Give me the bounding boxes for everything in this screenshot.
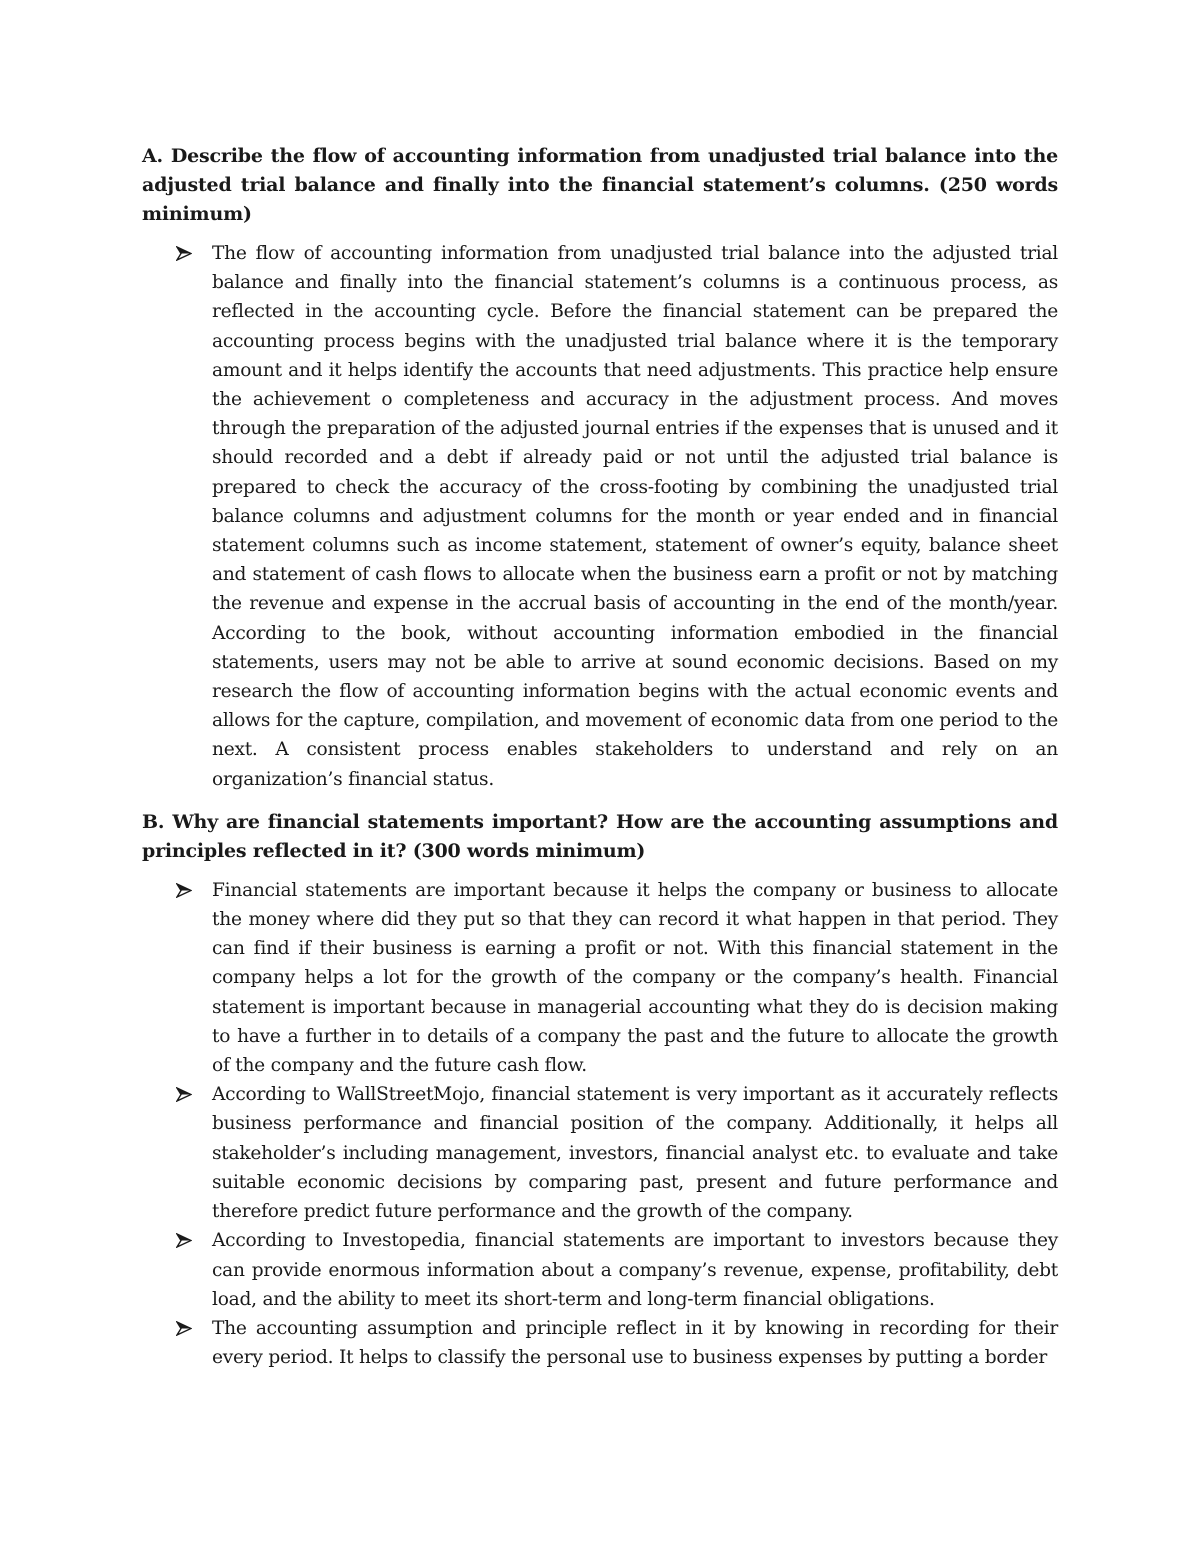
answer-text: Financial statements are important because it helps the company or business to allocate the money where did they put so that they can record it what happen in that period. They can find if their business is earning a profit or not. With this financial statement in the company helps a lot for the growth of the company or the company’s health. Financial statement is important because in managerial accounting what they do is decision making to have a further in to details of a company the past and the future to allocate the growth of the company and the future cash flow. <box>212 879 1058 1077</box>
arrowhead-bullet-icon <box>176 1226 196 1255</box>
answer-bullet-b3 <box>142 1226 1058 1314</box>
answer-text: According to WallStreetMojo, financial statement is very important as it accurately reflects business performance and financial position of the company. Additionally, it helps all stakeholder’s including management, investors, financial analyst etc. to evaluate and take suitable economic decisions by comparing past, present and future performance and therefore predict future performance and the growth of the company. <box>212 1084 1058 1223</box>
question-a-heading: A. Describe the flow of accounting information from unadjusted trial balance into the adjusted trial balance and finally into the financial statement’s columns. (250 words minimum) <box>142 145 1058 225</box>
answer-bullet-b1 <box>142 876 1058 1080</box>
arrowhead-bullet-icon <box>176 239 196 268</box>
question-b-heading: B. Why are financial statements important? How are the accounting assumptions and principles reflected in it? (300 words minimum) <box>142 810 1058 862</box>
answer-bullet-b2 <box>142 1080 1058 1226</box>
arrowhead-bullet-icon <box>176 1314 196 1343</box>
document-body <box>142 142 1058 1372</box>
answer-text: The flow of accounting information from unadjusted trial balance into the adjusted trial balance and finally into the financial statement’s columns is a continuous process, as reflected in the accounting cycle. Before the financial statement can be prepared the accounting process begins with the unadjusted trial balance where it is the temporary amount and it helps identify the accounts that need adjustments. This practice help ensure the achievement o completeness and accuracy in the adjustment process. And moves through the preparation of the adjusted journal entries if the expenses that is unused and it should recorded and a debt if already paid or not until the adjusted trial balance is prepared to check the accuracy of the cross-footing by combining the unadjusted trial balance columns and adjustment columns for the month or year ended and in financial statement columns such as income statement, statement of owner’s equity, balance sheet and statement of cash flows to allocate when the business earn a profit or not by matching the revenue and expense in the accrual basis of accounting in the end of the month/year. According to the book, without accounting information embodied in the financial statements, users may not be able to arrive at sound economic decisions. Based on my research the flow of accounting information begins with the actual economic events and allows for the capture, compilation, and movement of economic data from one period to the next. A consistent process enables stakeholders to understand and rely on an organization’s financial status. <box>212 243 1058 790</box>
answer-bullet-a1 <box>142 239 1058 794</box>
answer-bullet-b4 <box>142 1314 1058 1372</box>
answer-text: According to Investopedia, financial statements are important to investors because they can provide enormous information about a company’s revenue, expense, profitability, debt load, and the ability to meet its short-term and long-term financial obligations. <box>212 1230 1058 1310</box>
question-a-answers <box>142 239 1058 794</box>
answer-text: The accounting assumption and principle reflect in it by knowing in recording for their every period. It helps to classify the personal use to business expenses by putting a border <box>212 1317 1058 1369</box>
question-b-answers <box>142 876 1058 1372</box>
arrowhead-bullet-icon <box>176 1080 196 1109</box>
arrowhead-bullet-icon <box>176 876 196 905</box>
